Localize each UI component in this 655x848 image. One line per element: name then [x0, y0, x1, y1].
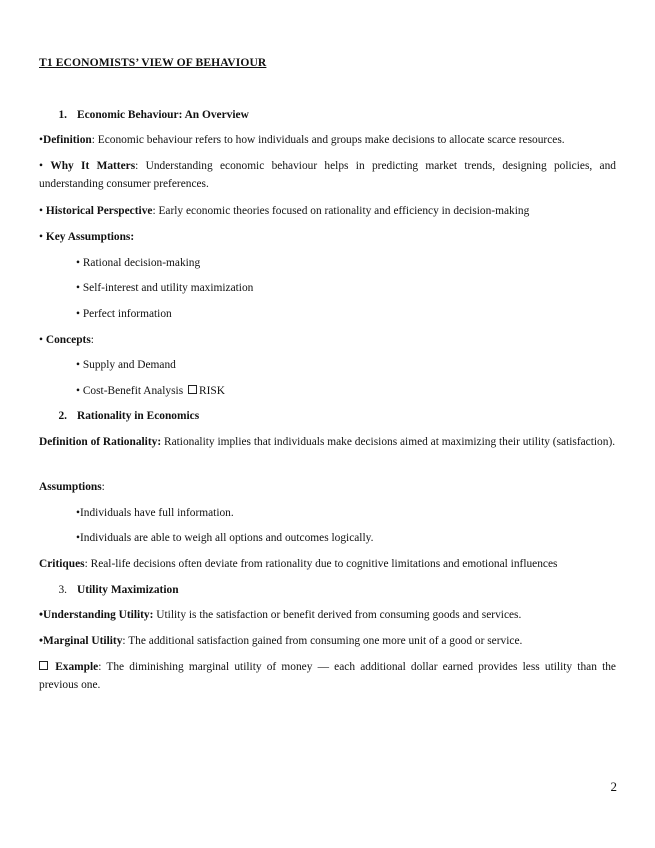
example-label: Example [55, 661, 99, 673]
rationality-definition-label: Definition of Rationality: [39, 436, 162, 448]
example-paragraph [39, 658, 616, 695]
document-title: T1 ECONOMISTS’ VIEW OF BEHAVIOUR [39, 56, 267, 69]
list-item: •Individuals are able to weigh all options and outcomes logically. [76, 532, 374, 544]
section-3-heading [39, 581, 179, 599]
definition-paragraph: •Definition: Economic behaviour refers to how individuals and groups make decisions to allocate scarce resources. [39, 134, 565, 146]
marginal-utility-text: : The additional satisfaction gained from consuming one more unit of a good or service. [122, 635, 523, 647]
list-item: • Self-interest and utility maximization [76, 282, 254, 294]
checkbox-square-icon [188, 385, 197, 394]
understanding-utility-text: Utility is the satisfaction or benefit derived from consuming goods and services. [153, 609, 522, 621]
list-item: • Perfect information [76, 308, 172, 320]
definition-label: Definition [43, 134, 92, 146]
concepts-heading: • Concepts: [39, 334, 94, 346]
section-2-number: 2. [58, 410, 67, 422]
section-1-title: Economic Behaviour: An Overview [77, 109, 249, 121]
list-item: • Cost-Benefit Analysis RISK [76, 385, 225, 397]
section-1-heading [39, 106, 249, 124]
section-3-title: Utility Maximization [77, 584, 179, 596]
marginal-utility-label: •Marginal Utility [39, 635, 123, 647]
list-item: • Supply and Demand [76, 359, 176, 371]
example-text: : The diminishing marginal utility of money — each additional dollar earned provides less utility than the previous one. [39, 661, 616, 692]
rationality-definition-paragraph [39, 433, 616, 451]
list-item: •Individuals have full information. [76, 507, 234, 519]
checkbox-square-icon [39, 661, 48, 670]
section-3-number: 3. [58, 584, 67, 596]
rationality-definition-text: Rationality implies that individuals make decisions aimed at maximizing their utility (satisfaction). [161, 436, 616, 448]
section-1-number: 1. [58, 109, 67, 121]
why-it-matters-paragraph: • Why It Matters: Understanding economic behaviour helps in predicting market trends, designing policies, and understanding consumer preferences. [39, 160, 616, 191]
historical-perspective-paragraph: • Historical Perspective: Early economic theories focused on rationality and efficiency in decision-making [39, 205, 530, 217]
section-2-heading [39, 407, 199, 425]
key-assumptions-heading: • Key Assumptions: [39, 231, 135, 243]
list-item: • Rational decision-making [76, 257, 201, 269]
assumptions-heading: Assumptions: [39, 481, 105, 493]
assumptions-label: Assumptions [39, 481, 102, 493]
critiques-text: : Real-life decisions often deviate from rationality due to cognitive limitations and emotional influences [84, 558, 558, 570]
why-it-matters-text: : Understanding economic behaviour helps in predicting market trends, designing policies, and understanding consumer preferences. [39, 160, 616, 191]
understanding-utility-paragraph [39, 606, 616, 624]
marginal-utility-paragraph [39, 632, 616, 650]
historical-perspective-label: Historical Perspective [45, 205, 153, 217]
critiques-label: Critiques [39, 558, 85, 570]
page-number: 2 [610, 779, 617, 794]
risk-label: RISK [199, 385, 225, 397]
definition-text: : Economic behaviour refers to how individuals and groups make decisions to allocate scarce resources. [91, 134, 565, 146]
section-2-title: Rationality in Economics [77, 410, 200, 422]
concepts-label: Concepts [45, 334, 91, 346]
why-it-matters-label: Why It Matters [50, 160, 136, 172]
historical-perspective-text: : Early economic theories focused on rationality and efficiency in decision-making [152, 205, 530, 217]
critiques-paragraph [39, 555, 616, 573]
key-assumptions-label: Key Assumptions: [45, 231, 135, 243]
understanding-utility-label: •Understanding Utility: [39, 609, 154, 621]
